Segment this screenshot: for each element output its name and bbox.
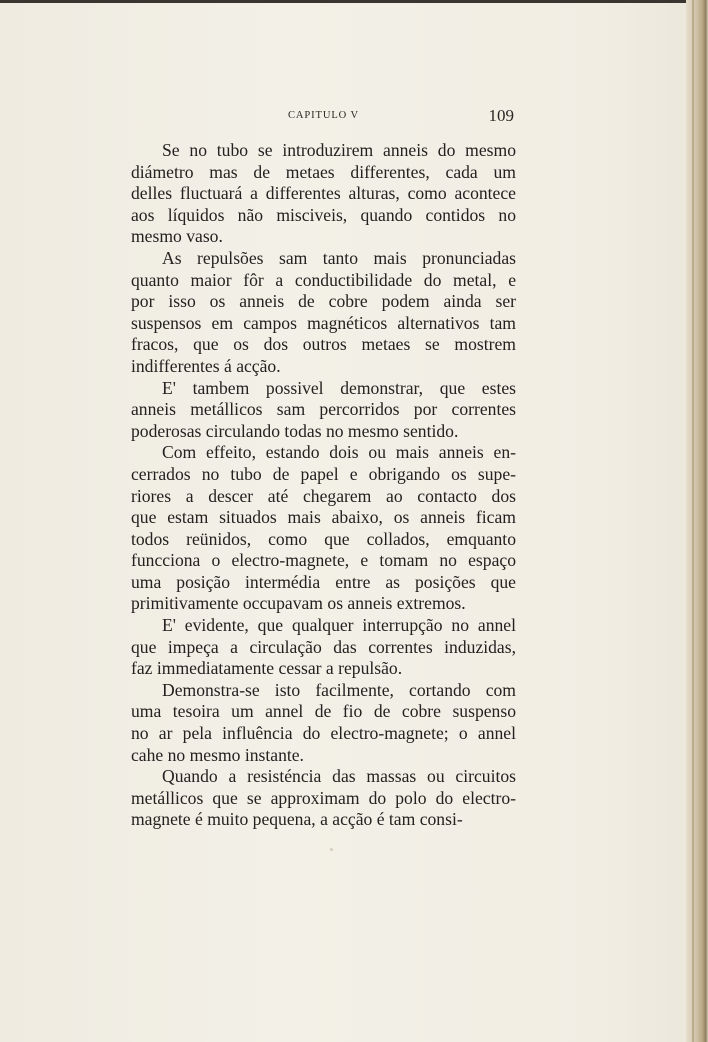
text-line: todos reünidos, como que collados, emquanto <box>131 528 516 549</box>
text-line: faz immediatamente cessar a repulsão. <box>131 658 403 679</box>
text-line: uma tesoira um annel de fio de cobre suspenso <box>131 701 516 722</box>
paragraph <box>131 766 516 831</box>
text-line: poderosas circulando todas no mesmo sentido. <box>131 420 459 441</box>
paragraph <box>131 140 516 248</box>
text-line: aos líquidos não misciveis, quando contidos no <box>131 204 516 225</box>
paragraph <box>131 248 516 378</box>
text-line: riores a descer até chegarem ao contacto dos <box>131 485 516 506</box>
paragraph <box>131 680 516 766</box>
paragraph <box>131 615 516 680</box>
text-line: Se no tubo se introduzirem anneis do mesmo <box>162 140 516 160</box>
page-top-border <box>0 0 708 3</box>
paragraph <box>131 442 516 615</box>
body-text <box>131 140 516 831</box>
text-line: E' evidente, que qualquer interrupção no annel <box>162 615 516 636</box>
text-line: Com effeito, estando dois ou mais anneis en- <box>162 442 516 463</box>
text-line: que impeça a circulação das correntes induzidas, <box>131 636 516 657</box>
text-line: quanto maior fôr a conductibilidade do metal, e <box>131 269 516 290</box>
text-line: cahe no mesmo instante. <box>131 744 304 765</box>
text-line: indifferentes á acção. <box>131 355 281 376</box>
text-line: metállicos que se approximam do polo do electro- <box>131 787 516 808</box>
text-line: que estam situados mais abaixo, os anneis ficam <box>131 507 516 528</box>
text-line: diámetro mas de metaes differentes, cada um <box>131 161 516 182</box>
text-line: no ar pela influência do electro-magnete; o annel <box>131 723 516 744</box>
text-line: cerrados no tubo de papel e obrigando os supe- <box>131 463 516 484</box>
text-line: magnete é muito pequena, a acção é tam consi- <box>131 809 463 830</box>
text-line: Demonstra-se isto facilmente, cortando com <box>162 679 516 700</box>
text-line: As repulsões sam tanto mais pronunciadas <box>162 247 516 268</box>
text-line: funcciona o electro-magnete, e tomam no espaço <box>131 550 516 571</box>
paper-fleck <box>330 848 333 851</box>
text-line: suspensos em campos magnéticos alternativos tam <box>131 312 516 333</box>
text-line: E' tambem possivel demonstrar, que estes <box>162 377 516 398</box>
page-header <box>118 106 514 130</box>
text-line: anneis metállicos sam percorridos por correntes <box>131 399 516 420</box>
page-number: 109 <box>488 106 514 125</box>
page-gutter-line <box>692 0 694 1042</box>
text-line: Quando a resisténcia das massas ou circuitos <box>162 766 516 787</box>
text-line: fracos, que os dos outros metaes se mostrem <box>131 334 516 355</box>
text-line: mesmo vaso. <box>131 226 223 247</box>
running-head: CAPITULO V <box>288 110 359 121</box>
text-line: delles fluctuará a differentes alturas, como acontece <box>131 183 516 204</box>
text-line: primitivamente occupavam os anneis extremos. <box>131 593 466 614</box>
page-right-edge <box>686 0 708 1042</box>
paragraph <box>131 378 516 443</box>
text-line: por isso os anneis de cobre podem ainda ser <box>131 291 516 312</box>
text-line: uma posição intermédia entre as posições que <box>131 571 516 592</box>
